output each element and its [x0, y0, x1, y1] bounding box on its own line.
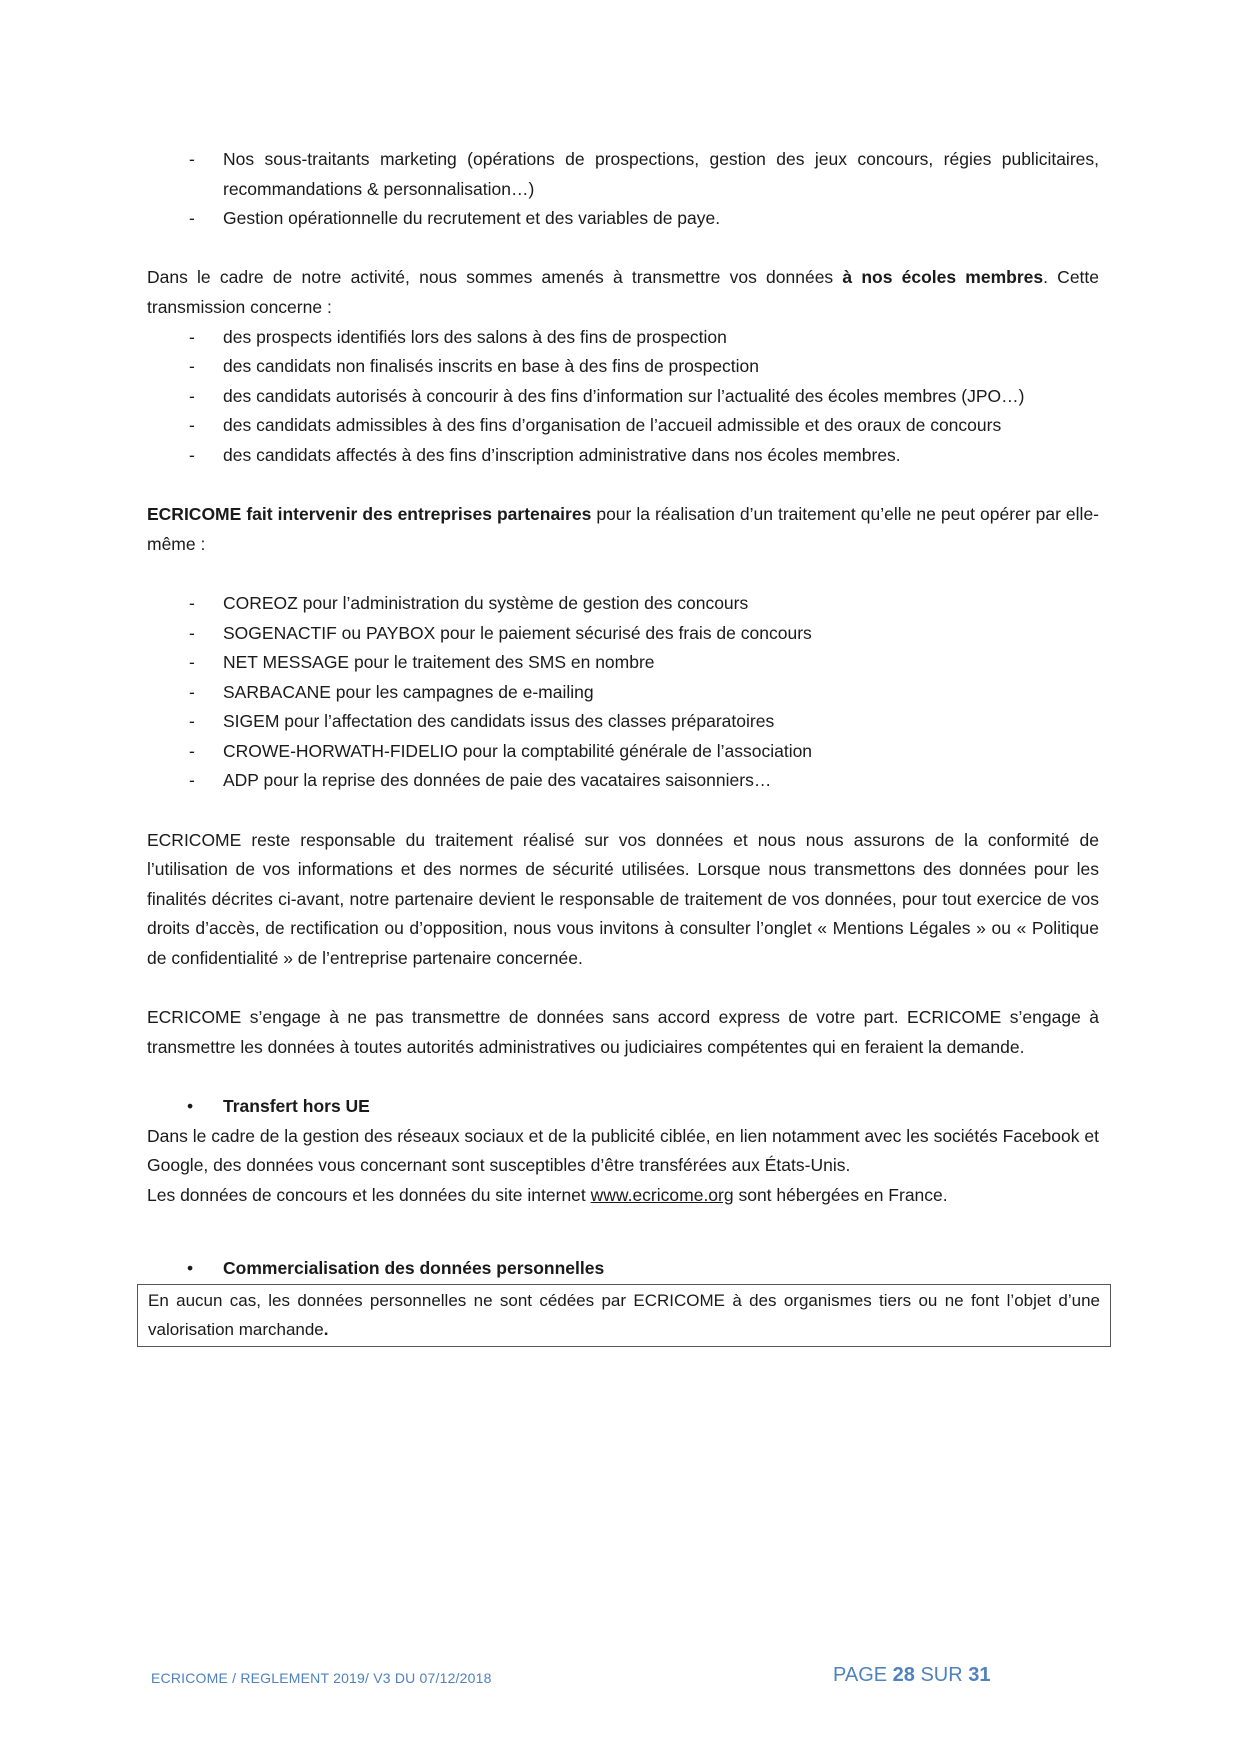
transmission-intro: Dans le cadre de notre activité, nous sommes amenés à transmettre vos données à nos écoles membres. Cette transmission concerne :	[147, 267, 1100, 317]
footer-page-number: PAGE 28 SUR 31	[833, 1664, 991, 1686]
partners-list	[147, 589, 1099, 796]
partners-intro: ECRICOME fait intervenir des entreprises partenaires pour la réalisation d’un traitement qu’elle ne peut opérer par elle-même :	[147, 504, 1099, 554]
bullet-icon: •	[187, 1257, 194, 1278]
list-item: - des candidats non finalisés inscrits en base à des fins de prospection	[189, 356, 760, 377]
list-item: - SIGEM pour l’affectation des candidats issus des classes préparatoires	[189, 711, 775, 732]
ecricome-link[interactable]: www.ecricome.org	[590, 1184, 734, 1205]
page-body	[147, 145, 1099, 1347]
list-item: - CROWE-HORWATH-FIDELIO pour la comptabilité générale de l’association	[189, 740, 813, 761]
transfer-paragraph: Dans le cadre de la gestion des réseaux sociaux et de la publicité ciblée, en lien notamment avec les sociétés Facebook et Google, des données vous concernant sont susceptibles d’être transférées aux États-Unis.	[147, 1125, 1099, 1176]
commercialisation-heading: • Commercialisation des données personnelles	[147, 1254, 1099, 1284]
list-item: - des prospects identifiés lors des salons à des fins de prospection	[189, 326, 727, 347]
list-item: - des candidats autorisés à concourir à des fins d’information sur l’actualité des écoles membres (JPO…)	[189, 385, 1025, 406]
list-item: - SARBACANE pour les campagnes de e-mailing	[189, 681, 594, 702]
transmission-list	[147, 323, 1099, 471]
list-item: - Gestion opérationnelle du recrutement et des variables de paye.	[189, 208, 721, 229]
bullet-icon: •	[187, 1096, 194, 1116]
hosting-paragraph: Les données de concours et les données du site internet www.ecricome.org sont hébergées en France.	[147, 1184, 948, 1205]
list-item: - ADP pour la reprise des données de paie des vacataires saisonniers…	[189, 770, 772, 791]
subcontractors-list	[147, 145, 1099, 234]
list-item: - COREOZ pour l’administration du système de gestion des concours	[189, 592, 749, 613]
engagement-paragraph: ECRICOME s’engage à ne pas transmettre de données sans accord express de votre part. ECRICOME s’engage à transmettre les données à toutes autorités administratives ou judiciaires compétentes qui en feraient la demande.	[147, 1007, 1099, 1057]
footer-document-ref: ECRICOME / REGLEMENT 2019/ V3 DU 07/12/2018	[151, 1670, 492, 1686]
list-item: - NET MESSAGE pour le traitement des SMS en nombre	[189, 652, 655, 673]
list-item: - Nos sous-traitants marketing (opérations de prospections, gestion des jeux concours, régies publicitaires, recommandations & personnalisation…)	[189, 149, 1099, 199]
list-item: - SOGENACTIF ou PAYBOX pour le paiement sécurisé des frais de concours	[189, 622, 812, 643]
transfer-heading: • Transfert hors UE	[147, 1092, 1099, 1122]
commercialisation-box: En aucun cas, les données personnelles ne sont cédées par ECRICOME à des organismes tiers ou ne font l’objet d’une valorisation marchande.	[137, 1284, 1111, 1347]
list-item: - des candidats admissibles à des fins d’organisation de l’accueil admissible et des oraux de concours	[189, 415, 1002, 436]
responsibility-paragraph: ECRICOME reste responsable du traitement réalisé sur vos données et nous nous assurons de la conformité de l’utilisation de vos informations et des normes de sécurité utilisées. Lorsque nous transmettons des données pour les finalités décrites ci-avant, notre partenaire devient le responsable de traitement de vos données, pour tout exercice de vos droits d’accès, de rectification ou d’opposition, nous vous invitons à consulter l’onglet « Mentions Légales » ou « Politique de confidentialité » de l’entreprise partenaire concernée.	[147, 829, 1099, 969]
list-item: - des candidats affectés à des fins d’inscription administrative dans nos écoles membres.	[189, 444, 901, 465]
